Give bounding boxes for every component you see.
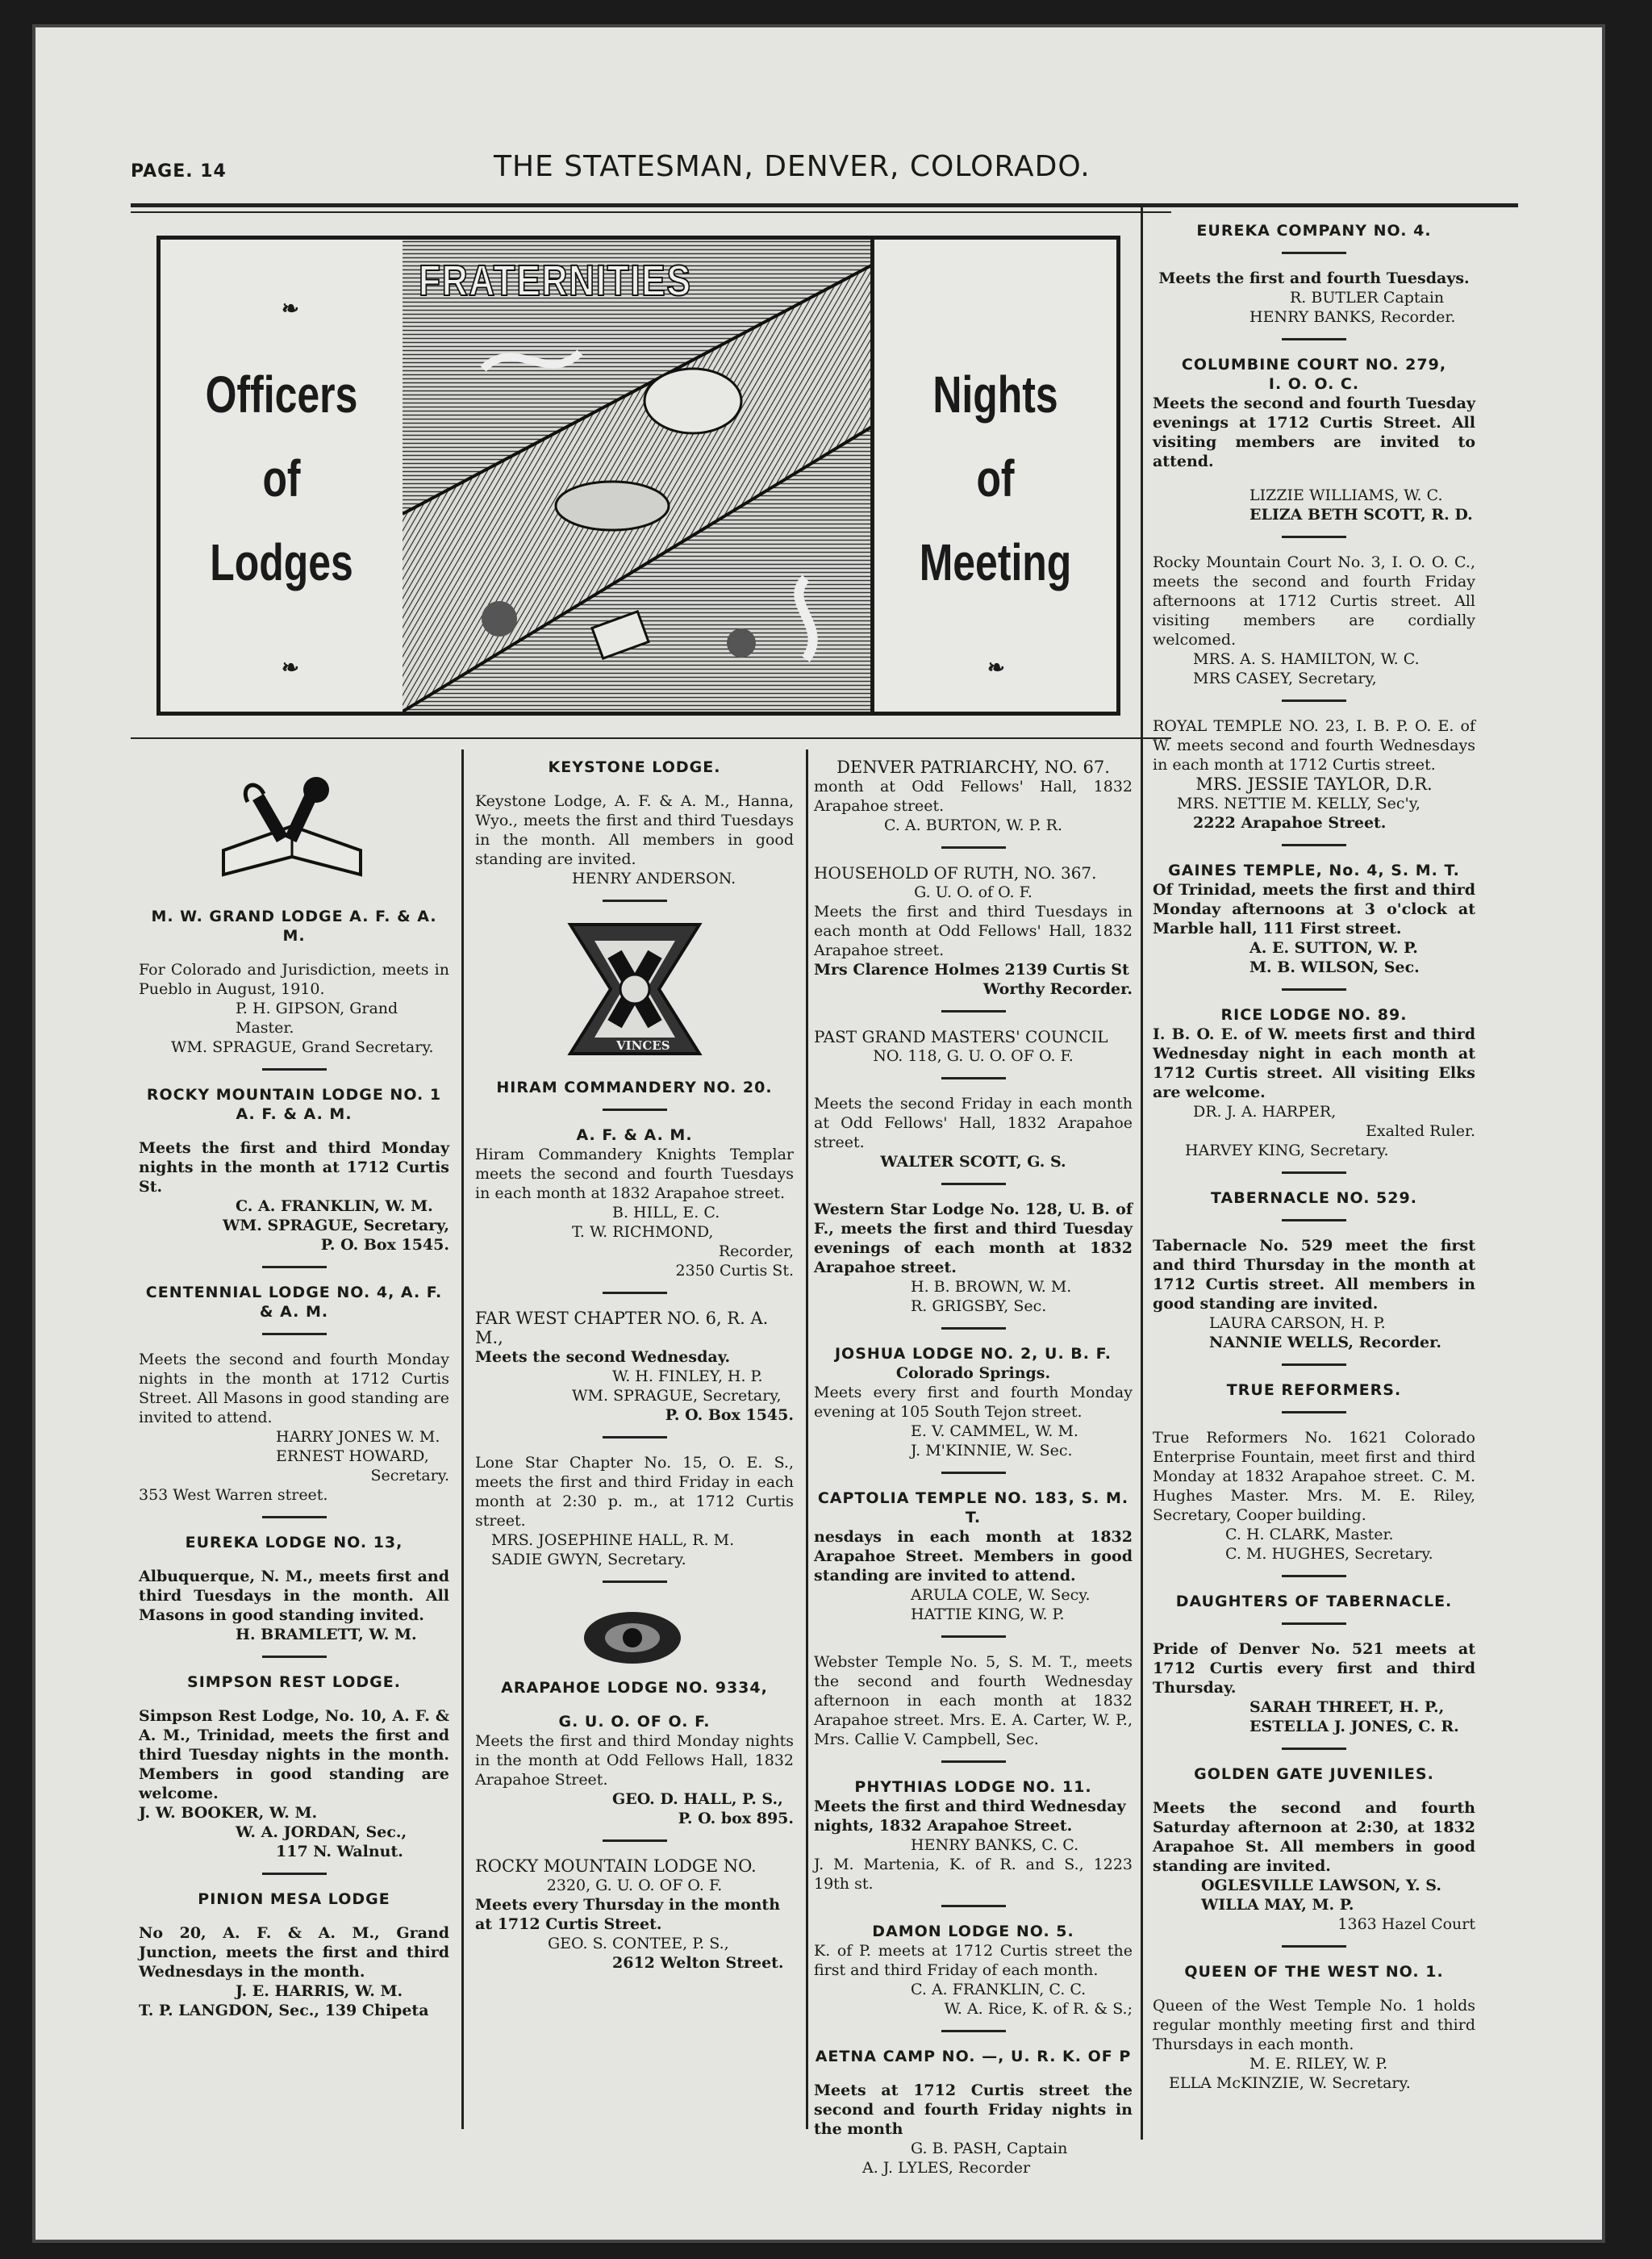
lodge-description: Meets at 1712 Curtis street the second and fourth Friday nights in the month — [814, 2082, 1133, 2138]
lodge-officer: G. B. PASH, Captain — [911, 2140, 1068, 2157]
lodge-description: Meets the second and fourth Monday nights in the month at 1712 Curtis Street. All Masons in good standing are invited to attend. — [139, 1351, 449, 1426]
lodge-title: DAUGHTERS OF TABERNACLE. — [1175, 1593, 1453, 1610]
column-rule — [806, 750, 808, 2129]
lodge-title: EUREKA COMPANY NO. 4. — [1196, 222, 1432, 240]
lodge-officer: Secretary. — [370, 1467, 449, 1484]
lodge-description: Western Star Lodge No. 128, U. B. of F., meets the first and third Tuesday evenings of each month at 1832 Arapahoe street. — [814, 1200, 1133, 1276]
lodge-officer: GEO. D. HALL, P. S., — [612, 1790, 783, 1808]
all-seeing-eye-emblem — [475, 1597, 794, 1678]
lodge-title: DAMON LODGE NO. 5. — [872, 1923, 1074, 1940]
separator — [603, 900, 667, 902]
lodge-subtitle: 2320, G. U. O. OF O. F. — [546, 1877, 723, 1894]
separator — [603, 1839, 667, 1842]
column-3 — [814, 758, 1133, 2178]
lodge-officer: Recorder, — [718, 1242, 794, 1260]
separator — [262, 1068, 327, 1071]
separator — [1282, 252, 1346, 254]
separator — [1282, 1171, 1346, 1174]
lodge-officer: HENRY ANDERSON. — [572, 870, 736, 887]
lodge-officer: HATTIE KING, W. P. — [911, 1606, 1065, 1623]
ornament-icon: ❧ — [282, 296, 299, 320]
lodge-subtitle: G. U. O. of O. F. — [914, 883, 1032, 901]
lodge-officer: OGLESVILLE LAWSON, Y. S. — [1201, 1877, 1441, 1894]
column-4 — [1153, 221, 1475, 2093]
banner-word: Lodges — [210, 533, 353, 591]
lodge-officer: GEO. S. CONTEE, P. S., — [548, 1935, 729, 1952]
separator — [941, 1905, 1006, 1907]
lodge-title: EUREKA LODGE NO. 13, — [185, 1534, 403, 1551]
lodge-officer: HENRY BANKS, C. C. — [911, 1836, 1079, 1854]
lodge-description: Webster Temple No. 5, S. M. T., meets the second and fourth Wednesday afternoon in each month at 1832 Arapahoe street. Mrs. E. A. Carter, W. P., Mrs. Callie V. Campbell, Sec. — [814, 1653, 1133, 1748]
lodge-title: PHYTHIAS LODGE NO. 11. — [854, 1778, 1092, 1796]
header-rule — [131, 203, 1518, 207]
separator — [941, 1635, 1006, 1638]
lodge-description: Simpson Rest Lodge, No. 10, A. F. & A. M., Trinidad, meets the first and third Tuesday nights in the month. Members in good standing are welcome. — [139, 1707, 449, 1802]
banner-word: Nights — [932, 365, 1058, 424]
separator — [941, 2030, 1006, 2032]
banner-word: Officers — [205, 365, 358, 424]
banner-word: Meeting — [919, 533, 1072, 591]
allegory-illustration-icon — [403, 240, 874, 712]
lodge-description: For Colorado and Jurisdiction, meets in Pueblo in August, 1910. — [139, 961, 449, 998]
lodge-title: GOLDEN GATE JUVENILES. — [1194, 1765, 1434, 1783]
lodge-title: M. W. GRAND LODGE A. F. & A. M. — [151, 908, 437, 945]
separator — [603, 1109, 667, 1111]
lodge-description: Meets the first and third Monday nights in the month at 1712 Curtis St. — [139, 1139, 449, 1196]
lodge-description: Meets the first and third Monday nights in the month at Odd Fellows Hall, 1832 Arapahoe Street. — [475, 1732, 794, 1789]
lodge-officer: Exalted Ruler. — [1366, 1122, 1475, 1140]
separator — [1282, 844, 1346, 846]
lodge-officer: J. M'KINNIE, W. Sec. — [911, 1442, 1073, 1459]
lodge-title: KEYSTONE LODGE. — [548, 758, 721, 776]
lodge-description: month at Odd Fellows' Hall, 1832 Arapahoe street. — [814, 778, 1133, 815]
lodge-title: PAST GRAND MASTERS' COUNCIL — [814, 1027, 1108, 1046]
fraternities-banner — [156, 236, 1120, 716]
header-rule-thin — [131, 211, 1171, 213]
lodge-address: P. O. Box 1545. — [320, 1236, 449, 1254]
masonic-book-emblem — [139, 754, 449, 907]
ornament-icon: ❧ — [282, 655, 299, 679]
lodge-subtitle: I. O. O. C. — [1268, 375, 1360, 393]
lodge-subtitle: A. F. & A. M. — [576, 1126, 693, 1144]
banner-word: of — [976, 449, 1015, 507]
lodge-officer: SARAH THREET, H. P., — [1249, 1698, 1445, 1716]
separator — [262, 1873, 327, 1875]
lodge-officer: H. BRAMLETT, W. M. — [236, 1626, 417, 1643]
lodge-title: DENVER PATRIARCHY, NO. 67. — [836, 758, 1110, 777]
separator — [262, 1333, 327, 1335]
lodge-title: GAINES TEMPLE, No. 4, S. M. T. — [1168, 862, 1460, 879]
lodge-description: Albuquerque, N. M., meets first and third Tuesdays in the month. All Masons in good standing invited. — [139, 1568, 449, 1624]
lodge-title: CENTENNIAL LODGE NO. 4, A. F. & A. M. — [145, 1284, 443, 1321]
lodge-officer: Worthy Recorder. — [982, 980, 1133, 998]
separator — [1282, 1219, 1346, 1221]
lodge-description: Meets the second Wednesday. — [475, 1348, 731, 1366]
lodge-officer: WILLA MAY, M. P. — [1201, 1896, 1354, 1914]
lodge-title: COLUMBINE COURT NO. 279, — [1181, 356, 1447, 374]
lodge-officer: DR. J. A. HARPER, — [1193, 1103, 1337, 1121]
lodge-description: nesdays in each month at 1832 Arapahoe Street. Members in good standing are invited to attend. — [814, 1528, 1133, 1585]
lodge-title: QUEEN OF THE WEST NO. 1. — [1184, 1963, 1444, 1981]
lodge-officer: W. A. Rice, K. of R. & S.; — [944, 2000, 1133, 2018]
lodge-address: 2350 Curtis St. — [675, 1262, 794, 1280]
masthead: THE STATESMAN, DENVER, COLORADO. — [494, 150, 1091, 183]
column-rule — [1141, 203, 1143, 2140]
banner-title: FRATERNITIES — [419, 257, 692, 305]
lodge-officer: R. BUTLER Captain — [1290, 289, 1445, 307]
banner-illustration — [403, 240, 874, 712]
separator — [1282, 1411, 1346, 1413]
lodge-officer: LAURA CARSON, H. P. — [1209, 1314, 1386, 1332]
lodge-officer: R. GRIGSBY, Sec. — [911, 1297, 1047, 1315]
lodge-description: Meets every Thursday in the month at 1712 Curtis Street. — [475, 1896, 781, 1933]
lodge-officer: MRS. JOSEPHINE HALL, R. M. — [491, 1531, 735, 1549]
lodge-subtitle: NO. 118, G. U. O. OF O. F. — [873, 1047, 1074, 1065]
lodge-address: 353 West Warren street. — [139, 1486, 328, 1504]
separator — [262, 1516, 327, 1518]
lodge-officer: HARVEY KING, Secretary. — [1185, 1142, 1389, 1159]
lodge-officer: HARRY JONES W. M. — [276, 1428, 440, 1446]
banner-bottom-rule — [131, 737, 1171, 739]
separator — [1282, 338, 1346, 340]
lodge-title: CAPTOLIA TEMPLE NO. 183, S. M. T. — [817, 1489, 1129, 1526]
lodge-officer: LIZZIE WILLIAMS, W. C. — [1249, 486, 1443, 504]
lodge-officer: M. B. WILSON, Sec. — [1249, 958, 1420, 976]
lodge-title: ROCKY MOUNTAIN LODGE NO. — [475, 1856, 757, 1876]
lodge-address: 1363 Hazel Court — [1337, 1915, 1475, 1933]
separator — [1282, 1945, 1346, 1948]
lodge-title: TRUE REFORMERS. — [1226, 1381, 1402, 1399]
lodge-officer: C. A. BURTON, W. P. R. — [883, 816, 1063, 834]
open-bible-square-compass-icon — [215, 762, 369, 899]
lodge-description: Meets every first and fourth Monday evening at 105 South Tejon street. — [814, 1384, 1133, 1421]
separator — [1282, 699, 1346, 702]
lodge-title: SIMPSON REST LODGE. — [187, 1673, 401, 1691]
lodge-officer: J. W. BOOKER, W. M. — [139, 1804, 318, 1822]
page-header — [131, 139, 1518, 187]
lodge-officer: ELLA McKINZIE, W. Secretary. — [1169, 2074, 1411, 2092]
lodge-officer: WM. SPRAGUE, Grand Secretary. — [171, 1038, 434, 1056]
lodge-address: P. O. box 895. — [678, 1810, 794, 1827]
lodge-address: 2612 Welton Street. — [612, 1954, 784, 1972]
lodge-officer: B. HILL, E. C. — [612, 1204, 720, 1221]
lodge-subtitle: G. U. O. OF O. F. — [558, 1713, 711, 1731]
lodge-officer: MRS. NETTIE M. KELLY, Sec'y, — [1177, 795, 1420, 812]
banner-right-panel — [870, 240, 1116, 712]
lodge-officer: A. J. LYLES, Recorder — [862, 2159, 1031, 2177]
lodge-officer: MRS CASEY, Secretary, — [1193, 670, 1377, 687]
separator — [1282, 536, 1346, 538]
lodge-officer: J. E. HARRIS, W. M. — [236, 1982, 403, 2000]
lodge-title: PINION MESA LODGE — [198, 1890, 390, 1908]
lodge-description: Pride of Denver No. 521 meets at 1712 Curtis every first and third Thursday. — [1153, 1640, 1475, 1697]
lodge-officer: W. A. JORDAN, Sec., — [236, 1823, 407, 1841]
page-number: PAGE. 14 — [131, 161, 227, 182]
lodge-officer: W. H. FINLEY, H. P. — [612, 1368, 763, 1385]
lodge-officer: C. A. FRANKLIN, W. M. — [236, 1197, 433, 1215]
column-2 — [475, 758, 794, 1973]
lodge-officer: C. H. CLARK, Master. — [1225, 1526, 1394, 1543]
lodge-title: ARAPAHOE LODGE NO. 9334, — [501, 1679, 768, 1697]
lodge-title: HOUSEHOLD OF RUTH, NO. 367. — [814, 863, 1097, 883]
separator — [941, 1472, 1006, 1474]
ornament-icon: ❧ — [987, 655, 1005, 679]
separator — [941, 1327, 1006, 1330]
lodge-officer: M. E. RILEY, W. P. — [1249, 2055, 1388, 2073]
lodge-officer: J. M. Martenia, K. of R. and S., 1223 19th st. — [814, 1856, 1133, 1893]
lodge-description: Meets the second and fourth Tuesday evenings at 1712 Curtis Street. All visiting members are invited to attend. — [1153, 395, 1475, 470]
lodge-description: Meets the first and third Wednesday nights, 1832 Arapahoe Street. — [814, 1798, 1126, 1835]
lodge-description: Tabernacle No. 529 meet the first and third Thursday in the month at 1712 Curtis street. All members in good standing are invited. — [1153, 1237, 1475, 1313]
column-rule — [461, 750, 464, 2129]
lodge-title: TABERNACLE NO. 529. — [1211, 1189, 1417, 1207]
separator — [1282, 988, 1346, 991]
lodge-officer: WM. SPRAGUE, Secretary, — [572, 1387, 782, 1405]
lodge-description: K. of P. meets at 1712 Curtis street the first and third Friday of each month. — [814, 1942, 1133, 1979]
separator — [262, 1266, 327, 1268]
separator — [1282, 1575, 1346, 1577]
separator — [941, 846, 1006, 849]
lodge-officer: Mrs Clarence Holmes 2139 Curtis St — [814, 961, 1129, 979]
lodge-officer: P. H. GIPSON, Grand Master. — [236, 1000, 398, 1037]
lodge-description: True Reformers No. 1621 Colorado Enterprise Fountain, meet first and third Monday at 1832 Arapahoe street. C. M. Hughes Master. Mrs. M. E. Riley, Secretary, Cooper building. — [1153, 1429, 1475, 1524]
lodge-description: Meets the second and fourth Saturday afternoon at 2:30, at 1832 Arapahoe St. All members in good standing are invited. — [1153, 1799, 1475, 1875]
lodge-officer: C. M. HUGHES, Secretary. — [1225, 1545, 1433, 1563]
separator — [941, 1010, 1006, 1013]
lodge-address: 117 N. Walnut. — [276, 1843, 403, 1860]
lodge-description: Lone Star Chapter No. 15, O. E. S., meets the first and third Friday in each month at 2:30 p. m., at 1712 Curtis street. — [475, 1454, 794, 1530]
lodge-officer: ARULA COLE, W. Secy. — [911, 1586, 1091, 1604]
lodge-title: AETNA CAMP NO. —, U. R. K. OF P — [815, 2048, 1132, 2065]
lodge-description: Meets the first and third Tuesdays in each month at Odd Fellows' Hall, 1832 Arapahoe street. — [814, 903, 1133, 959]
lodge-title: ROCKY MOUNTAIN LODGE NO. 1 A. F. & A. M. — [146, 1086, 442, 1123]
lodge-officer: C. A. FRANKLIN, C. C. — [911, 1981, 1087, 1998]
lodge-officer: HENRY BANKS, Recorder. — [1249, 308, 1456, 326]
separator — [941, 1077, 1006, 1079]
separator — [941, 1183, 1006, 1185]
separator — [603, 1292, 667, 1294]
lodge-officer: ESTELLA J. JONES, C. R. — [1249, 1718, 1459, 1735]
lodge-officer: ELIZA BETH SCOTT, R. D. — [1249, 506, 1473, 524]
separator — [941, 1760, 1006, 1763]
lodge-description: Meets the first and fourth Tuesdays. — [1158, 269, 1470, 287]
lodge-description: No 20, A. F. & A. M., Grand Junction, meets the first and third Wednesdays in the month. — [139, 1924, 449, 1981]
lodge-description: Rocky Mountain Court No. 3, I. O. O. C., meets the second and fourth Friday afternoons at 1712 Curtis street. All visiting members are cordially welcomed. — [1153, 553, 1475, 649]
lodge-title: HIRAM COMMANDERY NO. 20. — [496, 1079, 773, 1096]
lodge-description: ROYAL TEMPLE NO. 23, I. B. P. O. E. of W. meets second and fourth Wednesdays in each month at 1712 Curtis street. — [1153, 717, 1475, 774]
separator — [262, 1656, 327, 1658]
lodge-officer: T. W. RICHMOND, — [572, 1223, 714, 1241]
lodge-officer: A. E. SUTTON, W. P. — [1249, 939, 1418, 957]
lodge-officer: ERNEST HOWARD, — [276, 1447, 429, 1465]
lodge-description: I. B. O. E. of W. meets first and third Wednesday night in each month at 1712 Curtis street. All visiting Elks are welcome. — [1153, 1025, 1475, 1101]
separator — [1282, 1363, 1346, 1366]
column-1 — [139, 754, 449, 2020]
newspaper-page — [32, 24, 1605, 2243]
lodge-officer: H. B. BROWN, W. M. — [911, 1278, 1072, 1296]
separator — [603, 1580, 667, 1583]
lodge-title: JOSHUA LODGE NO. 2, U. B. F. — [834, 1345, 1112, 1363]
lodge-address: P. O. Box 1545. — [665, 1406, 794, 1424]
separator — [603, 1436, 667, 1438]
lodge-officer: E. V. CAMMEL, W. M. — [911, 1422, 1078, 1440]
banner-left-panel — [161, 240, 407, 712]
separator — [1282, 1622, 1346, 1625]
lodge-officer: WM. SPRAGUE, Secretary, — [222, 1217, 449, 1234]
lodge-officer: WALTER SCOTT, G. S. — [880, 1153, 1066, 1171]
banner-word: of — [262, 449, 301, 507]
lodge-officer: NANNIE WELLS, Recorder. — [1209, 1334, 1442, 1351]
lodge-officer: SADIE GWYN, Secretary. — [491, 1551, 686, 1568]
lodge-description: Queen of the West Temple No. 1 holds regular monthly meeting first and third Thursdays in each month. — [1153, 1997, 1475, 2053]
lodge-officer: T. P. LANGDON, Sec., 139 Chipeta — [139, 2002, 429, 2019]
lodge-description: Hiram Commandery Knights Templar meets the second and fourth Tuesdays in each month at 1832 Arapahoe street. — [475, 1146, 794, 1202]
emblem-motto: VINCES — [616, 1038, 670, 1053]
lodge-address: 2222 Arapahoe Street. — [1193, 814, 1387, 832]
separator — [1282, 1747, 1346, 1750]
lodge-description: Keystone Lodge, A. F. & A. M., Hanna, Wyo., meets the first and third Tuesdays in the month. All members in good standing are invited. — [475, 792, 794, 868]
lodge-officer: MRS. JESSIE TAYLOR, D.R. — [1195, 775, 1433, 794]
lodge-subtitle: Colorado Springs. — [895, 1364, 1051, 1382]
lodge-description: Of Trinidad, meets the first and third Monday afternoons at 3 o'clock at Marble hall, 111 First street. — [1153, 881, 1475, 937]
lodge-title: RICE LODGE NO. 89. — [1220, 1006, 1408, 1024]
knights-templar-emblem — [475, 917, 794, 1078]
lodge-description: Meets the second Friday in each month at Odd Fellows' Hall, 1832 Arapahoe street. — [814, 1095, 1133, 1151]
lodge-title: FAR WEST CHAPTER NO. 6, R. A. M., — [475, 1309, 769, 1347]
lodge-officer: MRS. A. S. HAMILTON, W. C. — [1193, 650, 1420, 668]
eye-icon — [580, 1606, 685, 1670]
